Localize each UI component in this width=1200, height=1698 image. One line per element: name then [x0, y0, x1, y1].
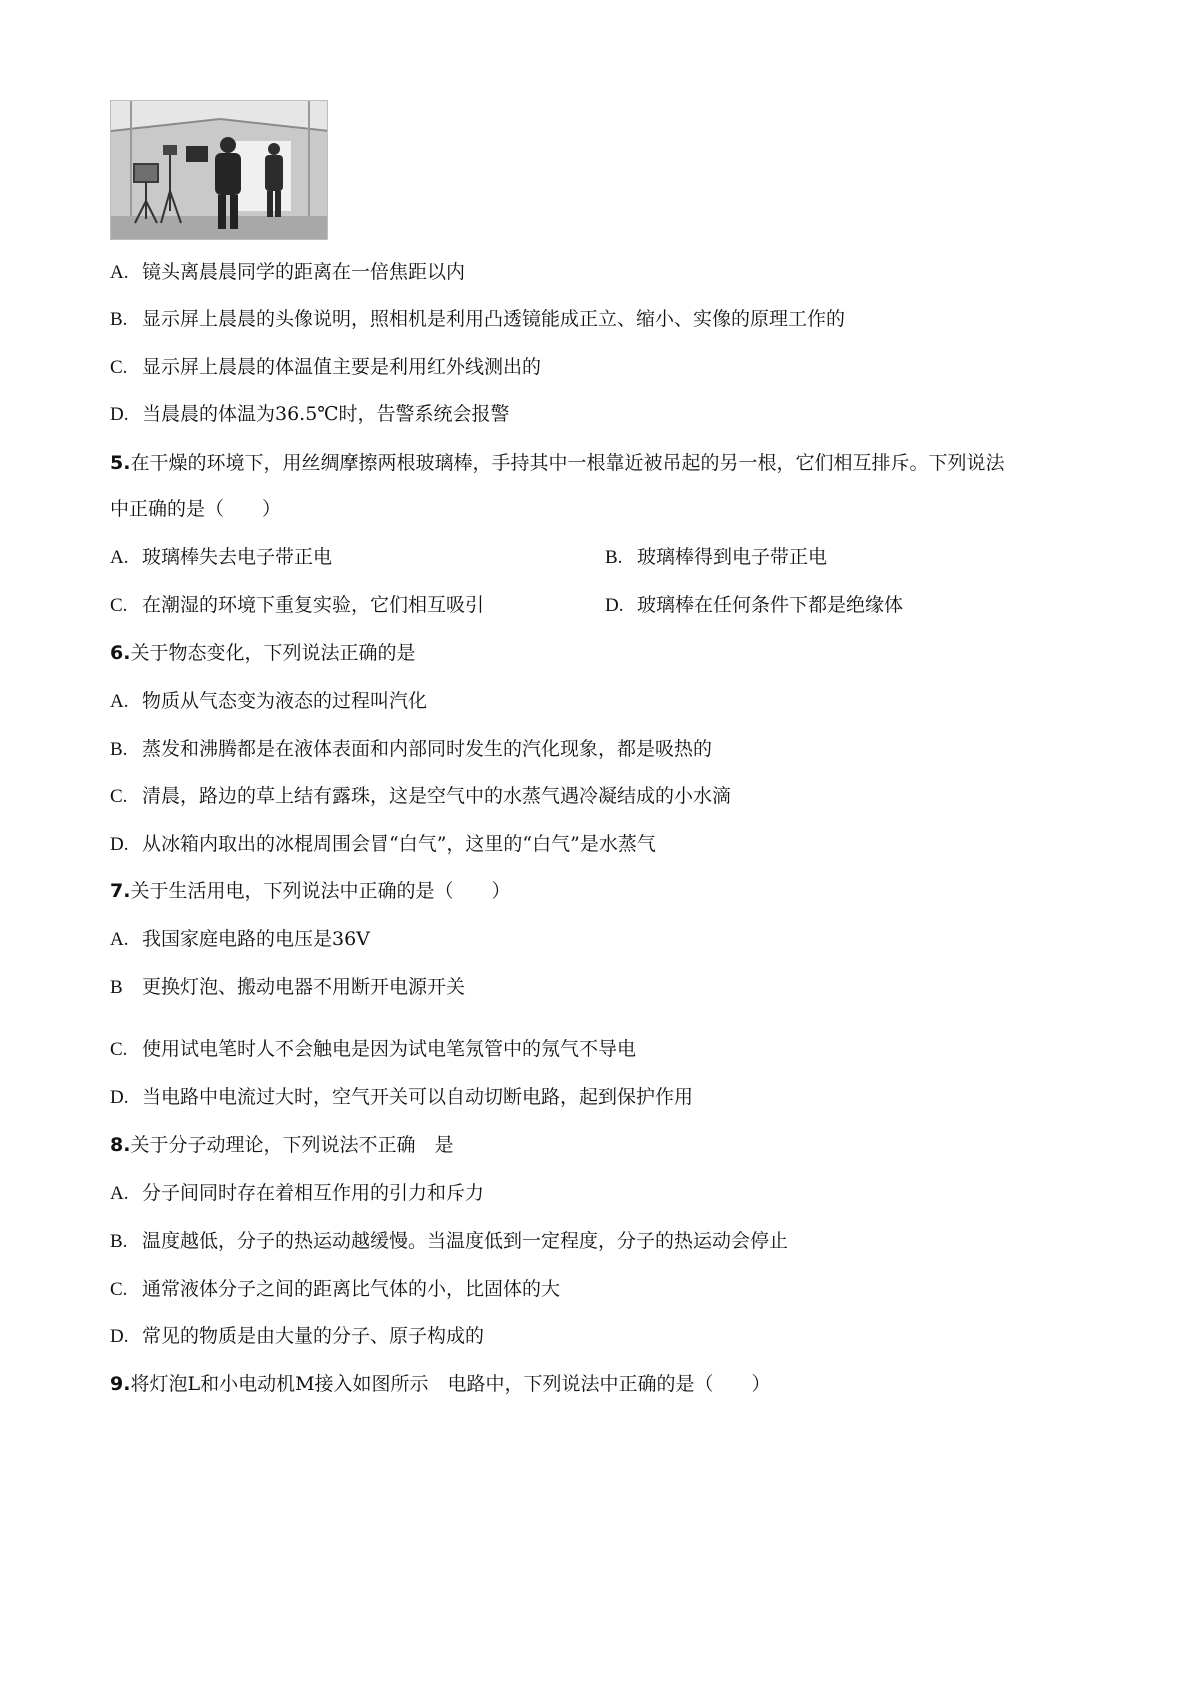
q8-option-c	[110, 1276, 560, 1303]
option-text: 物质从气态变为液态的过程叫汽化	[142, 690, 428, 712]
q4-option-b	[110, 306, 845, 333]
option-label: A.	[110, 929, 129, 950]
question-stem: 关于物态变化，下列说法正确的是	[130, 642, 416, 664]
q5-option-a	[110, 544, 332, 571]
option-label: A.	[110, 1183, 129, 1204]
option-label: D.	[110, 1087, 129, 1108]
option-label: A.	[110, 262, 129, 283]
option-label: B.	[110, 309, 128, 330]
option-text: 从冰箱内取出的冰棍周围会冒“白气”，这里的“白气”是水蒸气	[142, 833, 656, 855]
option-text: 玻璃棒失去电子带正电	[142, 546, 333, 568]
q8-option-a	[110, 1180, 484, 1207]
infrared-thermometer-checkpoint-photo	[110, 100, 328, 240]
question-number: 6.	[110, 642, 131, 664]
option-label: B.	[605, 547, 623, 568]
q5-option-c	[110, 592, 484, 619]
q4-option-d	[110, 401, 510, 428]
option-label: C.	[110, 786, 128, 807]
q7-option-b	[110, 974, 465, 1001]
option-text: 清晨，路边的草上结有露珠，这是空气中的水蒸气遇冷凝结成的小水滴	[142, 785, 732, 807]
option-label: C.	[110, 1279, 128, 1300]
option-text: 常见的物质是由大量的分子、原子构成的	[142, 1325, 485, 1347]
option-label: C.	[110, 1039, 128, 1060]
question-number: 8.	[110, 1134, 131, 1156]
q6-option-a	[110, 688, 427, 715]
question-number: 7.	[110, 880, 131, 902]
option-text: 镜头离晨晨同学的距离在一倍焦距以内	[142, 261, 466, 283]
option-text: 更换灯泡、搬动电器不用断开电源开关	[142, 976, 466, 998]
option-text: 当电路中电流过大时，空气开关可以自动切断电路，起到保护作用	[142, 1086, 694, 1108]
option-label: D.	[110, 834, 129, 855]
q8-stem	[110, 1132, 453, 1158]
option-text: 玻璃棒得到电子带正电	[637, 546, 828, 568]
option-label: A.	[110, 691, 129, 712]
option-text: 通常液体分子之间的距离比气体的小，比固体的大	[142, 1278, 561, 1300]
option-text: 我国家庭电路的电压是36V	[142, 928, 370, 950]
q7-option-a	[110, 926, 370, 953]
q5-option-d	[605, 592, 903, 619]
question-number: 5.	[110, 452, 131, 474]
option-label: B.	[110, 1231, 128, 1252]
option-label: D.	[605, 595, 624, 616]
option-label: C.	[110, 357, 128, 378]
option-label: D.	[110, 404, 129, 425]
option-label: D.	[110, 1326, 129, 1347]
q9-stem	[110, 1371, 771, 1397]
q4-option-a	[110, 259, 465, 286]
q5-stem-continued	[110, 496, 281, 522]
q4-option-c	[110, 354, 541, 381]
q7-stem	[110, 878, 510, 904]
question-stem: 将灯泡L和小电动机M接入如图所示 电路中，下列说法中正确的是（ ）	[130, 1373, 771, 1395]
option-text: 显示屏上晨晨的头像说明，照相机是利用凸透镜能成正立、缩小、实像的原理工作的	[142, 308, 846, 330]
q8-option-b	[110, 1228, 788, 1255]
option-text: 分子间同时存在着相互作用的引力和斥力	[142, 1182, 485, 1204]
question-number: 9.	[110, 1373, 131, 1395]
q6-option-b	[110, 736, 712, 763]
option-label: B	[110, 977, 123, 998]
q5-stem	[110, 450, 1004, 476]
q7-option-d	[110, 1084, 693, 1111]
option-text: 使用试电笔时人不会触电是因为试电笔氖管中的氖气不导电	[142, 1038, 637, 1060]
option-text: 蒸发和沸腾都是在液体表面和内部同时发生的汽化现象，都是吸热的	[142, 738, 713, 760]
question-stem: 关于分子动理论，下列说法不正确 是	[130, 1134, 454, 1156]
option-label: C.	[110, 595, 128, 616]
q5-option-b	[605, 544, 827, 571]
option-text: 温度越低，分子的热运动越缓慢。当温度低到一定程度，分子的热运动会停止	[142, 1230, 789, 1252]
option-text: 显示屏上晨晨的体温值主要是利用红外线测出的	[142, 356, 542, 378]
q6-option-c	[110, 783, 731, 810]
q7-option-c	[110, 1036, 636, 1063]
q8-option-d	[110, 1323, 484, 1350]
photo-illustration	[111, 101, 328, 240]
q6-option-d	[110, 831, 656, 858]
option-text: 玻璃棒在任何条件下都是绝缘体	[637, 594, 904, 616]
option-label: A.	[110, 547, 129, 568]
q6-stem	[110, 640, 415, 666]
option-text: 在潮湿的环境下重复实验，它们相互吸引	[142, 594, 485, 616]
question-stem: 关于生活用电，下列说法中正确的是（ ）	[130, 880, 511, 902]
option-text: 当晨晨的体温为36.5℃时，告警系统会报警	[142, 403, 510, 425]
question-stem: 在干燥的环境下，用丝绸摩擦两根玻璃棒，手持其中一根靠近被吊起的另一根，它们相互排斥。下列说法	[130, 452, 1005, 474]
option-label: B.	[110, 739, 128, 760]
question-stem: 中正确的是（ ）	[110, 498, 282, 520]
